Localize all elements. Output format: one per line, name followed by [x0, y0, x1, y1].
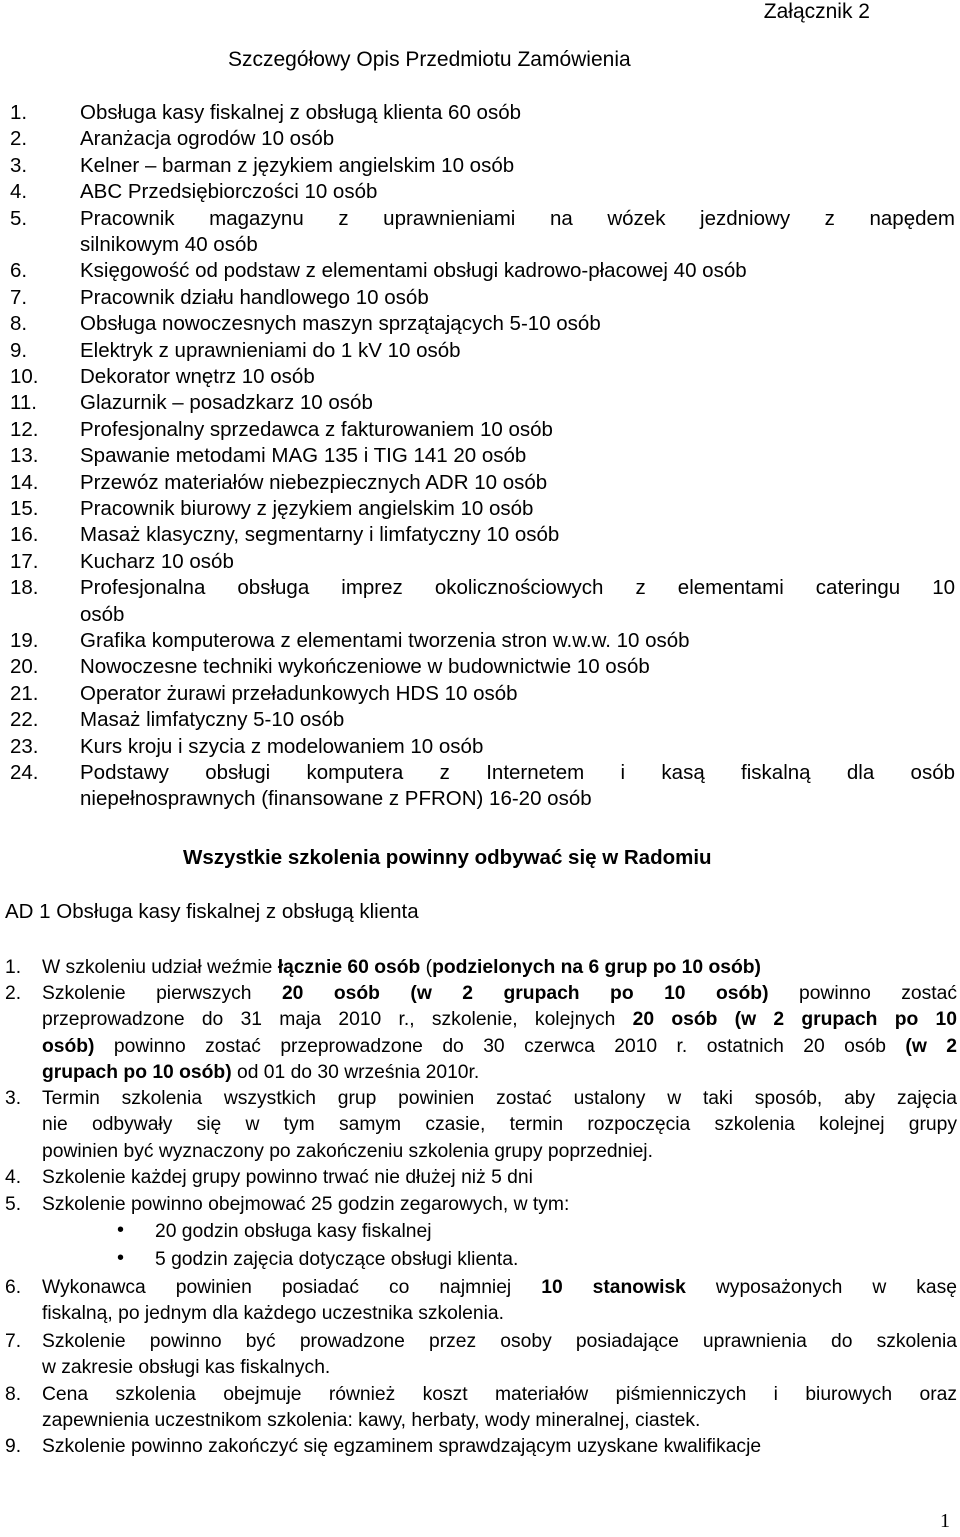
course-text — [80, 760, 955, 813]
requirement-number: 3. — [5, 1088, 22, 1109]
course-number: 3. — [10, 153, 28, 177]
bold-text: podzielonych na 6 grup po 10 osób) — [432, 957, 761, 978]
course-text-line: Podstawy obsługi komputera z Internetem i kasą fiskalną dla osób — [80, 761, 955, 784]
ad-heading: AD 1 Obsługa kasy fiskalnej z obsługą klienta — [5, 900, 419, 923]
text: Szkolenie każdej grupy powinno trwać nie dłużej niż 5 dni — [42, 1167, 533, 1188]
course-text-line: osób — [80, 602, 125, 626]
location-note: Wszystkie szkolenia powinny odbywać się w Radomiu — [183, 846, 712, 869]
course-text: Grafika komputerowa z elementami tworzenia stron w.w.w. 10 osób — [80, 629, 690, 652]
bold-text: 10 stanowisk — [541, 1277, 686, 1298]
course-text: Glazurnik – posadzkarz 10 osób — [80, 391, 373, 415]
course-text-line: Profesjonalna obsługa imprez okolicznościowych z elementami cateringu 10 — [80, 576, 955, 600]
text: wyposażonych w kasę — [685, 1277, 957, 1298]
course-text: Masaż limfatyczny 5-10 osób — [80, 708, 345, 732]
text: fiskalną, po jednym dla każdego uczestnika szkolenia. — [42, 1303, 504, 1325]
course-text: Pracownik biurowy z językiem angielskim 10 osób — [80, 497, 534, 520]
text: Szkolenie powinno być prowadzone przez osoby posiadające uprawnienia do szkolenia — [42, 1331, 957, 1352]
text: Termin szkolenia wszystkich grup powinien zostać ustalony w taki sposób, aby zajęcia — [42, 1088, 957, 1109]
course-text: Przewóz materiałów niebezpiecznych ADR 10 osób — [80, 470, 548, 494]
course-text: Kucharz 10 osób — [80, 549, 234, 573]
text: powinno zostać — [768, 983, 958, 1004]
text: Szkolenie powinno obejmować 25 godzin zegarowych, w tym: — [42, 1194, 570, 1215]
requirement-number: 4. — [5, 1167, 22, 1188]
course-number: 20. — [10, 655, 39, 679]
course-text: Kurs kroju i szycia z modelowaniem 10 osób — [80, 734, 484, 758]
text: powinno zostać przeprowadzone do 30 czerwca 2010 r. — [94, 1035, 688, 1057]
course-number: 9. — [10, 338, 28, 362]
requirement-number: 5. — [5, 1194, 22, 1215]
course-text-line: niepełnosprawnych (finansowane z PFRON) 16-20 osób — [80, 787, 592, 811]
course-text: Profesjonalny sprzedawca z fakturowaniem 10 osób — [80, 417, 553, 441]
course-number: 22. — [10, 708, 39, 732]
course-text: Elektryk z uprawnieniami do 1 kV 10 osób — [80, 338, 461, 362]
course-number: 11. — [10, 391, 37, 415]
course-text: Spawanie metodami MAG 135 i TIG 141 20 osób — [80, 444, 527, 468]
course-text: Kelner – barman z językiem angielskim 10 osób — [80, 153, 515, 177]
requirement-number: 2. — [5, 983, 22, 1004]
course-number: 13. — [10, 444, 39, 468]
course-number: 18. — [10, 576, 39, 600]
text: Cena szkolenia obejmuje również koszt materiałów piśmienniczych i biurowych oraz — [42, 1384, 957, 1405]
course-number: 10. — [10, 365, 39, 388]
bullet-icon: • — [117, 1219, 125, 1241]
requirement-number: 1. — [5, 957, 22, 978]
requirement-number: 7. — [5, 1331, 22, 1352]
text: powinien być wyznaczony po zakończeniu szkolenia grupy poprzedniej. — [42, 1140, 653, 1162]
bold-text: grupach po 10 osób) — [42, 1062, 232, 1084]
bold-text: łącznie 60 osób — [277, 957, 421, 978]
course-text — [80, 575, 955, 628]
course-number: 24. — [10, 761, 39, 784]
document-title: Szczegółowy Opis Przedmiotu Zamówienia — [228, 48, 631, 71]
course-number: 2. — [10, 127, 28, 151]
bullet-icon: • — [117, 1247, 125, 1269]
text: W szkoleniu udział weźmie — [42, 957, 278, 978]
course-number: 7. — [10, 285, 28, 309]
course-text: Pracownik działu handlowego 10 osób — [80, 285, 429, 309]
text: przeprowadzone do 31 maja 2010 r. — [42, 1009, 410, 1031]
text: Wykonawca powinien posiadać co najmniej — [42, 1277, 542, 1298]
text: ( — [420, 957, 433, 978]
requirement-number: 6. — [5, 1277, 22, 1298]
course-number: 21. — [10, 681, 39, 705]
course-text: Operator żurawi przeładunkowych HDS 10 osób — [80, 681, 518, 705]
page-number: 1 — [940, 1510, 950, 1532]
attachment-label: Załącznik 2 — [763, 0, 870, 23]
course-number: 14. — [10, 470, 39, 494]
bold-text: (w 2 — [905, 1035, 957, 1057]
text: ostatnich 20 osób — [687, 1035, 906, 1057]
bold-text: 20 osób (w 2 grupach po 10 osób) — [281, 983, 769, 1004]
course-text — [80, 206, 955, 259]
course-text: Obsługa nowoczesnych maszyn sprzątających 5-10 osób — [80, 312, 601, 336]
bold-text: osób) — [42, 1035, 95, 1057]
bullet-text: 5 godzin zajęcia dotyczące obsługi klienta. — [155, 1249, 519, 1270]
course-text: Dekorator wnętrz 10 osób — [80, 365, 315, 388]
course-text: Masaż klasyczny, segmentarny i limfatyczny 10 osób — [80, 523, 560, 547]
course-text: ABC Przedsiębiorczości 10 osób — [80, 180, 378, 204]
text: zapewnienia uczestnikom szkolenia: kawy, herbaty, wody mineralnej, ciastek. — [42, 1410, 701, 1432]
text: nie odbywały się w tym samym czasie, termin rozpoczęcia szkolenia kolejnej grupy — [42, 1114, 957, 1136]
course-number: 5. — [10, 206, 28, 230]
bold-text: 20 osób (w 2 grupach po 10 — [632, 1009, 957, 1031]
course-text-line: silnikowym 40 osób — [80, 233, 258, 256]
text: od 01 do 30 września 2010r. — [231, 1062, 480, 1084]
course-number: 17. — [10, 549, 39, 573]
course-number: 4. — [10, 180, 28, 204]
course-number: 15. — [10, 497, 39, 520]
requirement-number: 9. — [5, 1436, 22, 1457]
course-text: Obsługa kasy fiskalnej z obsługą klienta 60 osób — [80, 101, 522, 124]
requirement-number: 8. — [5, 1384, 22, 1405]
course-number: 8. — [10, 312, 28, 336]
course-number: 1. — [10, 101, 28, 124]
course-number: 16. — [10, 523, 39, 547]
course-text: Nowoczesne techniki wykończeniowe w budownictwie 10 osób — [80, 655, 650, 679]
text: Szkolenie powinno zakończyć się egzaminem sprawdzającym uzyskane kwalifikacje — [42, 1436, 762, 1457]
course-text: Księgowość od podstaw z elementami obsługi kadrowo-płacowej 40 osób — [80, 259, 747, 283]
text: , szkolenie, kolejnych — [409, 1009, 633, 1031]
bullet-text: 20 godzin obsługa kasy fiskalnej — [155, 1221, 432, 1242]
course-number: 6. — [10, 259, 28, 283]
course-number: 23. — [10, 734, 39, 758]
course-text: Aranżacja ogrodów 10 osób — [80, 127, 335, 151]
text: Szkolenie pierwszych — [42, 983, 282, 1004]
course-number: 12. — [10, 417, 39, 441]
course-number: 19. — [10, 629, 39, 652]
course-text-line: Pracownik magazynu z uprawnieniami na wózek jezdniowy z napędem — [80, 206, 955, 230]
text: w zakresie obsługi kas fiskalnych. — [42, 1357, 331, 1379]
